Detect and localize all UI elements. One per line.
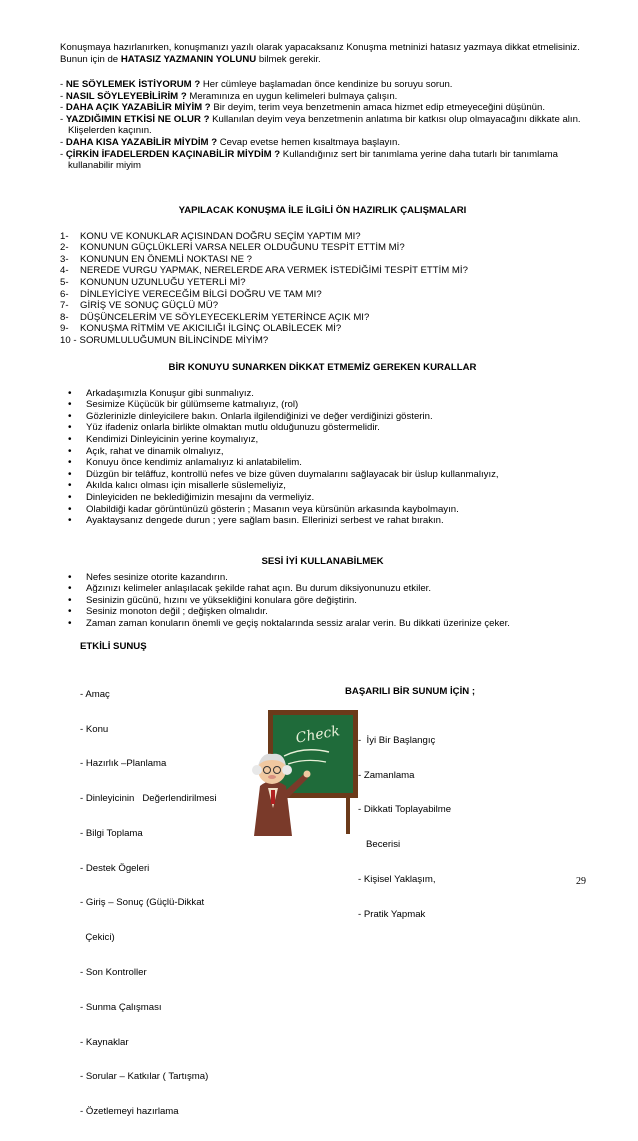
intro-bold: HATASIZ YAZMANIN YOLUNU <box>120 53 257 65</box>
prep-item: 4- NEREDE VURGU YAPMAK, NERELERDE ARA VERMEK İSTEDİĞİMİ TESPİT ETTİM Mİ? <box>60 265 468 277</box>
voice-section <box>60 556 585 630</box>
effective-item: - Özetlemeyi hazırlama <box>80 1106 179 1118</box>
rule-item: • Arkadaşımızla Konuşur gibi sunmalıyız. <box>60 388 585 400</box>
success-item: - Zamanlama <box>358 769 415 781</box>
teacher-chalkboard-illustration <box>246 708 361 838</box>
success-item: - Pratik Yapmak <box>358 908 426 920</box>
prep-item: 2- KONUNUN GÜÇLÜKLERİ VARSA NELER OLDUĞUNU TESPİT ETTİM Mİ? <box>60 242 405 254</box>
voice-item: • Nefes sesinize otorite kazandırın. <box>60 572 585 584</box>
question-item: - NE SÖYLEMEK İSTİYORUM ? Her cümleye başlamadan önce kendinize bu soruyu sorun. <box>60 79 453 90</box>
effective-item: - Amaç <box>80 688 110 700</box>
rule-item: • Olabildiği kadar görüntünüzü gösterin ; Masanın veya kürsünün arkasında kaybolmayın. <box>60 504 585 516</box>
prep-title: YAPILACAK KONUŞMA İLE İLGİLİ ÖN HAZIRLIK ÇALIŞMALARI <box>178 205 467 216</box>
intro-text: Konuşmaya hazırlanırken, konuşmanızı yazılı olarak yapacaksanız Konuşma metninizi hatasız yazmaya dikkat etmelisiniz. Bunun için de <box>60 42 580 65</box>
effective-item: Çekici) <box>80 932 115 944</box>
effective-item: - Konu <box>80 723 109 735</box>
rule-item: • Gözlerinizle dinleyicilere bakın. Onlarla ilgilendiğinizi ve değer verdiğinizi gösterin. <box>60 411 585 423</box>
prep-item: 10 - SORUMLULUĞUMUN BİLİNCİNDE MİYİM? <box>60 334 269 346</box>
voice-list <box>60 572 585 630</box>
effective-item: - Bilgi Toplama <box>80 827 143 839</box>
effective-item: - Hazırlık –Planlama <box>80 758 167 770</box>
effective-item: - Dinleyicinin Değerlendirilmesi <box>80 793 217 805</box>
prep-list <box>60 231 585 347</box>
effective-item: - Destek Ögeleri <box>80 862 150 874</box>
rule-item: • Konuyu önce kendimiz anlamalıyız ki anlatabilelim. <box>60 457 585 469</box>
effective-item: - Giriş – Sonuç (Güçlü-Dikkat <box>80 897 205 909</box>
effective-item: - Kaynaklar <box>80 1036 129 1048</box>
rules-list <box>60 388 585 527</box>
prep-item: 7- GİRİŞ VE SONUÇ GÜÇLÜ MÜ? <box>60 300 219 312</box>
voice-title: SESİ İYİ KULLANABİLMEK <box>261 556 384 567</box>
prep-item: 9- KONUŞMA RİTMİM VE AKICILIĞI İLGİNÇ OLABİLECEK Mİ? <box>60 323 342 335</box>
voice-item: • Zaman zaman konuların önemli ve geçiş noktalarında sessiz aralar verin. Bu dikkati üzerinize çeker. <box>60 618 585 630</box>
rule-item: • Kendimizi Dinleyicinin yerine koymalıyız, <box>60 434 585 446</box>
question-item: - YAZDIĞIMIN ETKİSİ NE OLUR ? Kullanılan deyim veya benzetmenin anlatıma bir katkısı olup olmayacağını dikkate alın. Klişelerden kaçının. <box>60 113 581 137</box>
voice-item: • Ağzınızı kelimeler anlaşılacak şekilde rahat açın. Bu durum diksiyonunuzu etkiler. <box>60 583 585 595</box>
effective-item: - Sorular – Katkılar ( Tartışma) <box>80 1071 209 1083</box>
board-text: Check <box>294 723 342 747</box>
prep-item: 3- KONUNUN EN ÖNEMLİ NOKTASI NE ? <box>60 253 253 265</box>
rules-title: BİR KONUYU SUNARKEN DİKKAT ETMEMİZ GEREKEN KURALLAR <box>168 362 477 373</box>
rule-item: • Dinleyiciden ne beklediğimizin mesajını da vermeliyiz. <box>60 492 585 504</box>
page-number: 29 <box>576 876 586 887</box>
rule-item: • Ayaktaysanız dengede durun ; yere sağlam basın. Ellerinizi serbest ve rahat bırakın. <box>60 515 585 527</box>
prep-item: 1- KONU VE KONUKLAR AÇISINDAN DOĞRU SEÇİM YAPTIM MI? <box>60 230 361 242</box>
success-item: Becerisi <box>358 839 401 851</box>
rule-item: • Açık, rahat ve dinamik olmalıyız, <box>60 446 585 458</box>
effective-title: ETKİLİ SUNUŞ <box>80 641 147 652</box>
success-list <box>345 712 575 944</box>
success-title: BAŞARILI BİR SUNUM İÇİN ; <box>345 686 476 697</box>
prep-section <box>60 205 585 347</box>
success-item: - İyi Bir Başlangıç <box>358 734 436 746</box>
prep-item: 8- DÜŞÜNCELERİM VE SÖYLEYECEKLERİM YETERİNCE AÇIK MI? <box>60 311 370 323</box>
rule-item: • Düzgün bir telâffuz, kontrollü nefes ve bize güven duymalarını sağlayacak bir üslup kullanmalıyız, <box>60 469 585 481</box>
voice-item: • Sesinizin gücünü, hızını ve yüksekliğini konulara göre değiştirin. <box>60 595 585 607</box>
success-item: - Kişisel Yaklaşım, <box>358 873 436 885</box>
rule-item: • Sesimize Küçücük bir gülümseme katmalıyız, (rol) <box>60 399 585 411</box>
question-item: - ÇİRKİN İFADELERDEN KAÇINABİLİR MİYDİM ? Kullandığınız sert bir tanımlama yerine daha tutarlı bir tanımlama kullanabilir miyim <box>60 148 558 172</box>
rule-item: • Yüz ifadeniz onlarla birlikte olmaktan mutlu olduğunuzu göstermelidir. <box>60 422 585 434</box>
question-item: - DAHA KISA YAZABİLİR MİYDİM ? Cevap evetse hemen kısaltmaya başlayın. <box>60 136 400 148</box>
question-item: - DAHA AÇIK YAZABİLİR MİYİM ? Bir deyim, terim veya benzetmenin amaca hizmet edip etmeyeceğini düşünün. <box>60 102 546 114</box>
rule-item: • Akılda kalıcı olması için misallerle süslemeliyiz, <box>60 480 585 492</box>
success-item: - Dikkati Toplayabilme <box>358 804 452 816</box>
success-section <box>345 686 575 943</box>
intro-paragraph <box>60 42 585 65</box>
prep-item: 6- DİNLEYİCİYE VERECEĞİM BİLGİ DOĞRU VE TAM MI? <box>60 288 322 300</box>
effective-item: - Son Kontroller <box>80 967 147 979</box>
voice-item: • Sesiniz monoton değil ; değişken olmalıdır. <box>60 606 585 618</box>
rules-section <box>60 362 585 527</box>
question-item: - NASIL SÖYLEYEBİLİRİM ? Meramınıza en uygun kelimeleri bulmaya çalışın. <box>60 90 398 102</box>
prep-item: 5- KONUNUN UZUNLUĞU YETERLİ Mİ? <box>60 276 246 288</box>
effective-item: - Sunma Çalışması <box>80 1001 162 1013</box>
question-list <box>60 79 585 172</box>
intro-text-end: bilmek gerekir. <box>256 53 321 65</box>
